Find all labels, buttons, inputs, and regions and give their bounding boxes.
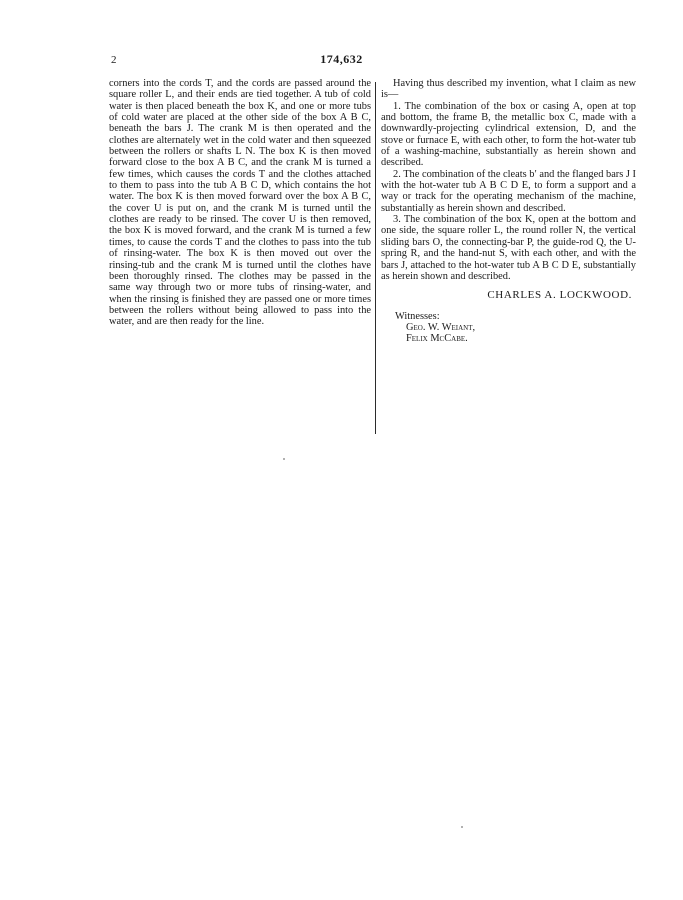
witness-name: Geo. W. Weiant, [406,321,476,333]
claim-2: 2. The combination of the cleats b′ and the flanged bars J I with the hot-water tub A B C D E, to form a support and a way or track for the operating mechanism of the machine, substantially as herein shown and described. [381,168,637,214]
claim-3: 3. The combination of the box K, open at the bottom and one side, the square roller L, the round roller N, the vertical sliding bars O, the connecting-bar P, the guide-rod Q, the U-spring R, and the hand-nut S, with each other, and with the bars J, attached to the hot-water tub A B C D E, substantially as herein shown and described. [381,214,636,282]
patent-number: 174,632 [320,52,363,66]
description-continuation: corners into the cords T, and the cords are passed around the square roller L, and their ends are tied together. A tub of cold water is then placed beneath the box K, and one or more tubs of cold water are placed at the other side of the box A B C, beneath the bars J. The crank M is then operated and the clothes are alternately wet in the cold water and then squeezed between the rollers or shafts L N. The box K is then moved forward close to the box A B C, and the crank M is turned a few times, which causes the cords T and the clothes attached to them to pass into the tub A B C D, which contains the hot water. The box K is then moved forward over the box A B C, the cover U is put on, and the crank M is turned until the clothes are ready to be rinsed. The cover U is then removed, the box K is moved forward, and the crank M is turned a few times, to cause the cords T and the clothes to pass into the tub of rinsing-water. The box K is then moved out over the rinsing-tub and the crank M is turned until the clothes have been thoroughly rinsed. The clothes may be passed in the same way through two or more tubs of rinsing-water, and when the rinsing is finished they are passed one or more times between the rollers without being allowed to pass into the water, and are then ready for the line. [109,78,371,328]
page-number: 2 [111,54,117,66]
left-column [109,78,371,328]
witnesses-label: Witnesses: [395,310,440,322]
right-column [381,78,636,345]
scan-speck [461,826,463,828]
scan-speck [283,458,285,460]
claim-1: 1. The combination of the box or casing A, open at top and bottom, the frame B, the metallic box C, made with a downwardly-projecting cylindrical extension, D, and the stove or furnace E, with each other, to form the hot-water tub of a washing-machine, substantially as herein shown and described. [381,100,636,169]
claims-intro: Having thus described my invention, what I claim as new is— [381,78,636,101]
witness-name: Felix McCabe. [406,333,468,345]
inventor-signature: CHARLES A. LOCKWOOD. [487,289,632,302]
column-divider [375,82,376,434]
